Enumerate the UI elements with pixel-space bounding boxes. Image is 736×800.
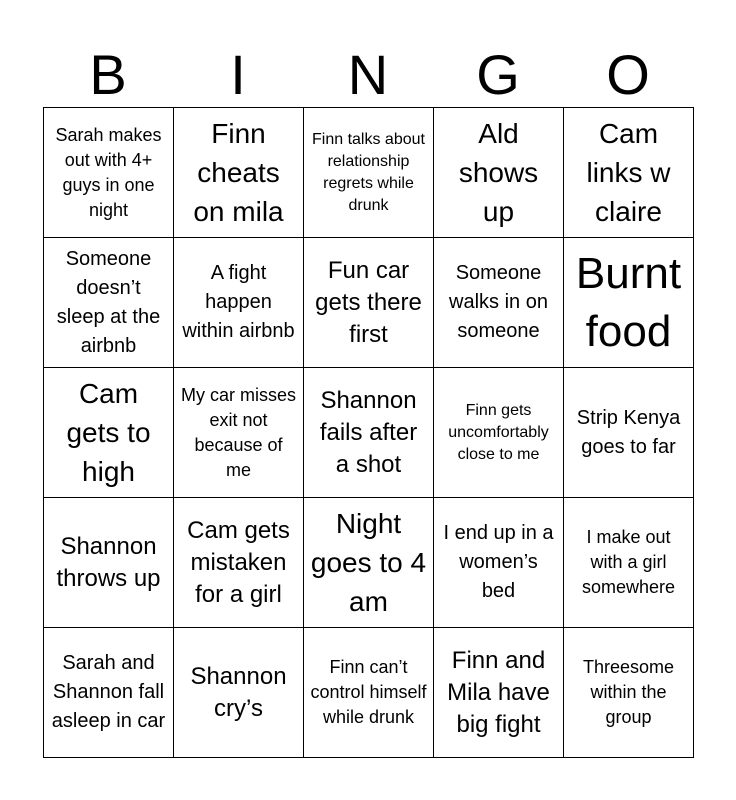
header-letter-n: N (347, 43, 389, 106)
bingo-cell[interactable] (44, 368, 174, 498)
bingo-board (43, 107, 694, 758)
cell-text: A fight happen within airbnb (182, 262, 295, 342)
bingo-cell[interactable] (174, 628, 304, 758)
bingo-cell[interactable] (304, 498, 434, 628)
cell-text: Night goes to 4 am (310, 508, 427, 617)
bingo-cell[interactable] (434, 238, 564, 368)
bingo-cell[interactable] (44, 238, 174, 368)
header-letter-o: O (606, 43, 650, 106)
bingo-header (43, 42, 693, 108)
bingo-cell[interactable] (434, 108, 564, 238)
bingo-cell[interactable] (434, 368, 564, 498)
cell-text: Sarah and Shannon fall asleep in car (51, 652, 166, 732)
cell-text: Someone walks in on someone (449, 262, 548, 342)
header-letter-b: B (89, 43, 127, 106)
bingo-cell[interactable] (434, 498, 564, 628)
cell-text: Finn gets uncomfortably close to me (448, 401, 549, 463)
bingo-cell[interactable] (44, 108, 174, 238)
cell-text: Cam gets to high (66, 378, 151, 487)
cell-text: Threesome within the group (582, 657, 675, 727)
cell-text: Cam links w claire (586, 118, 671, 227)
cell-text: Finn talks about relationship regrets while drunk (312, 130, 425, 214)
cell-text: My car misses exit not because of me (180, 384, 296, 480)
bingo-cell[interactable] (564, 108, 694, 238)
cell-text: I end up in a women’s bed (443, 522, 554, 602)
bingo-cell[interactable] (564, 628, 694, 758)
cell-text: Shannon fails after a shot (319, 386, 418, 478)
bingo-cell[interactable] (304, 108, 434, 238)
cell-text: Shannon cry’s (190, 662, 287, 722)
cell-text: Finn and Mila have big fight (447, 646, 550, 738)
bingo-cell[interactable] (304, 628, 434, 758)
cell-text: Finn can’t control himself while drunk (310, 657, 427, 727)
bingo-cell[interactable] (564, 368, 694, 498)
header-letter-g: G (476, 43, 520, 106)
bingo-cell[interactable] (174, 368, 304, 498)
cell-text: Finn cheats on mila (193, 118, 284, 227)
bingo-cell[interactable] (174, 238, 304, 368)
cell-text: Strip Kenya goes to far (576, 406, 681, 458)
cell-text: Cam gets mistaken for a girl (187, 516, 290, 608)
bingo-cell[interactable] (304, 238, 434, 368)
bingo-cell[interactable] (434, 628, 564, 758)
bingo-cell[interactable] (44, 628, 174, 758)
bingo-cell[interactable] (564, 238, 694, 368)
cell-text: Sarah makes out with 4+ guys in one night (55, 124, 162, 220)
bingo-cell[interactable] (304, 368, 434, 498)
cell-text: Someone doesn’t sleep at the airbnb (56, 247, 161, 357)
bingo-cell[interactable] (44, 498, 174, 628)
cell-text: Fun car gets there first (315, 256, 422, 348)
cell-text: I make out with a girl somewhere (581, 527, 676, 597)
bingo-cell[interactable] (564, 498, 694, 628)
bingo-cell[interactable] (174, 108, 304, 238)
cell-text: Burnt food (575, 248, 682, 356)
header-letter-i: I (230, 43, 246, 106)
cell-text: Shannon throws up (56, 532, 161, 592)
cell-text: Ald shows up (458, 118, 539, 227)
bingo-cell[interactable] (174, 498, 304, 628)
